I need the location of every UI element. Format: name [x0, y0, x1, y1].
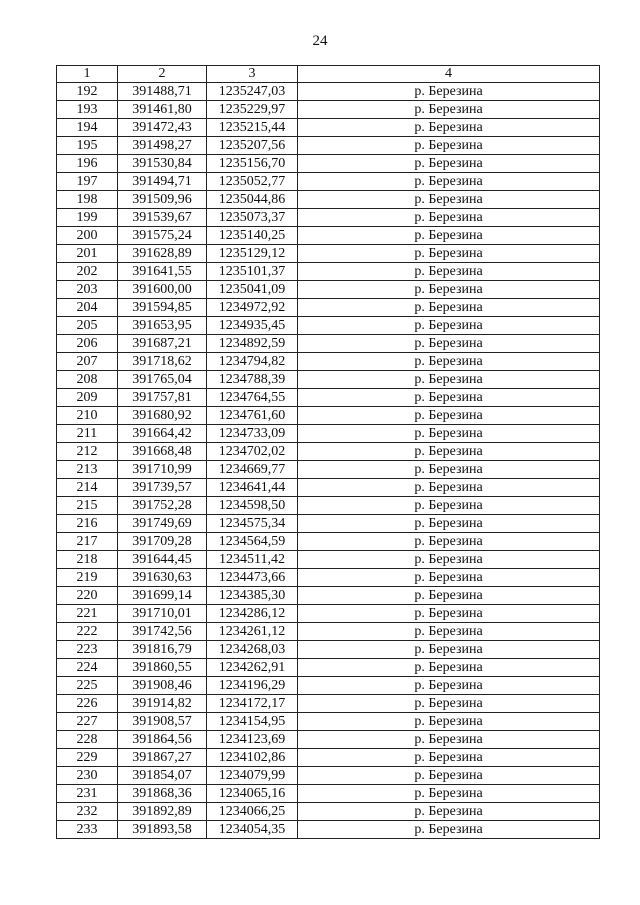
- cell-x-coordinate: 391664,42: [118, 425, 207, 443]
- cell-point-number: 202: [57, 263, 118, 281]
- table-row: [57, 623, 600, 641]
- cell-x-coordinate: 391718,62: [118, 353, 207, 371]
- cell-x-coordinate: 391644,45: [118, 551, 207, 569]
- cell-y-coordinate: 1234172,17: [207, 695, 298, 713]
- cell-y-coordinate: 1234286,12: [207, 605, 298, 623]
- cell-x-coordinate: 391628,89: [118, 245, 207, 263]
- column-header-y-coordinate: 3: [207, 66, 298, 83]
- cell-point-number: 192: [57, 83, 118, 101]
- cell-description: р. Березина: [298, 515, 600, 533]
- table-row: [57, 299, 600, 317]
- cell-point-number: 225: [57, 677, 118, 695]
- cell-description: р. Березина: [298, 731, 600, 749]
- coordinates-table: [56, 65, 600, 839]
- cell-description: р. Березина: [298, 605, 600, 623]
- cell-point-number: 232: [57, 803, 118, 821]
- cell-x-coordinate: 391816,79: [118, 641, 207, 659]
- table-row: [57, 497, 600, 515]
- cell-y-coordinate: 1234261,12: [207, 623, 298, 641]
- cell-y-coordinate: 1234268,03: [207, 641, 298, 659]
- cell-x-coordinate: 391710,01: [118, 605, 207, 623]
- cell-point-number: 217: [57, 533, 118, 551]
- cell-y-coordinate: 1234702,02: [207, 443, 298, 461]
- cell-y-coordinate: 1235215,44: [207, 119, 298, 137]
- cell-x-coordinate: 391739,57: [118, 479, 207, 497]
- cell-y-coordinate: 1234794,82: [207, 353, 298, 371]
- cell-description: р. Березина: [298, 443, 600, 461]
- cell-x-coordinate: 391864,56: [118, 731, 207, 749]
- cell-point-number: 214: [57, 479, 118, 497]
- table-row: [57, 821, 600, 839]
- cell-x-coordinate: 391742,56: [118, 623, 207, 641]
- table-row: [57, 263, 600, 281]
- table-row: [57, 605, 600, 623]
- table-row: [57, 749, 600, 767]
- cell-description: р. Березина: [298, 389, 600, 407]
- cell-description: р. Березина: [298, 299, 600, 317]
- cell-point-number: 223: [57, 641, 118, 659]
- table-row: [57, 443, 600, 461]
- cell-x-coordinate: 391752,28: [118, 497, 207, 515]
- cell-y-coordinate: 1235247,03: [207, 83, 298, 101]
- table-row: [57, 659, 600, 677]
- cell-point-number: 197: [57, 173, 118, 191]
- cell-description: р. Березина: [298, 551, 600, 569]
- cell-y-coordinate: 1235140,25: [207, 227, 298, 245]
- cell-description: р. Березина: [298, 767, 600, 785]
- cell-description: р. Березина: [298, 461, 600, 479]
- cell-point-number: 221: [57, 605, 118, 623]
- cell-description: р. Березина: [298, 371, 600, 389]
- table-row: [57, 425, 600, 443]
- cell-point-number: 213: [57, 461, 118, 479]
- cell-x-coordinate: 391575,24: [118, 227, 207, 245]
- cell-y-coordinate: 1234385,30: [207, 587, 298, 605]
- cell-y-coordinate: 1234066,25: [207, 803, 298, 821]
- cell-point-number: 212: [57, 443, 118, 461]
- cell-description: р. Березина: [298, 335, 600, 353]
- table-row: [57, 317, 600, 335]
- cell-x-coordinate: 391765,04: [118, 371, 207, 389]
- cell-y-coordinate: 1234972,92: [207, 299, 298, 317]
- cell-x-coordinate: 391892,89: [118, 803, 207, 821]
- cell-y-coordinate: 1234123,69: [207, 731, 298, 749]
- cell-y-coordinate: 1234196,29: [207, 677, 298, 695]
- cell-point-number: 218: [57, 551, 118, 569]
- cell-point-number: 211: [57, 425, 118, 443]
- cell-x-coordinate: 391641,55: [118, 263, 207, 281]
- table-row: [57, 407, 600, 425]
- cell-description: р. Березина: [298, 641, 600, 659]
- cell-description: р. Березина: [298, 407, 600, 425]
- cell-point-number: 224: [57, 659, 118, 677]
- table-row: [57, 173, 600, 191]
- cell-y-coordinate: 1234473,66: [207, 569, 298, 587]
- cell-description: р. Березина: [298, 137, 600, 155]
- cell-description: р. Березина: [298, 353, 600, 371]
- cell-point-number: 228: [57, 731, 118, 749]
- cell-description: р. Березина: [298, 533, 600, 551]
- cell-y-coordinate: 1234733,09: [207, 425, 298, 443]
- cell-y-coordinate: 1234079,99: [207, 767, 298, 785]
- cell-y-coordinate: 1234669,77: [207, 461, 298, 479]
- column-header-description: 4: [298, 66, 600, 83]
- cell-description: р. Березина: [298, 659, 600, 677]
- cell-x-coordinate: 391860,55: [118, 659, 207, 677]
- table-row: [57, 641, 600, 659]
- cell-point-number: 231: [57, 785, 118, 803]
- cell-y-coordinate: 1234575,34: [207, 515, 298, 533]
- table-row: [57, 245, 600, 263]
- cell-description: р. Березина: [298, 263, 600, 281]
- cell-y-coordinate: 1234788,39: [207, 371, 298, 389]
- table-body: [57, 83, 600, 839]
- table-row: [57, 569, 600, 587]
- cell-x-coordinate: 391749,69: [118, 515, 207, 533]
- cell-description: р. Березина: [298, 155, 600, 173]
- table-row: [57, 119, 600, 137]
- table-row: [57, 731, 600, 749]
- cell-point-number: 206: [57, 335, 118, 353]
- table-row: [57, 695, 600, 713]
- cell-description: р. Березина: [298, 821, 600, 839]
- cell-y-coordinate: 1235156,70: [207, 155, 298, 173]
- table-row: [57, 677, 600, 695]
- cell-x-coordinate: 391539,67: [118, 209, 207, 227]
- cell-x-coordinate: 391488,71: [118, 83, 207, 101]
- cell-x-coordinate: 391668,48: [118, 443, 207, 461]
- table-header-row: [57, 66, 600, 83]
- table-row: [57, 371, 600, 389]
- cell-description: р. Березина: [298, 119, 600, 137]
- table-row: [57, 281, 600, 299]
- cell-description: р. Березина: [298, 785, 600, 803]
- cell-x-coordinate: 391594,85: [118, 299, 207, 317]
- table-row: [57, 713, 600, 731]
- cell-description: р. Березина: [298, 479, 600, 497]
- table-row: [57, 137, 600, 155]
- cell-description: р. Березина: [298, 281, 600, 299]
- cell-point-number: 195: [57, 137, 118, 155]
- cell-x-coordinate: 391914,82: [118, 695, 207, 713]
- cell-y-coordinate: 1234892,59: [207, 335, 298, 353]
- cell-point-number: 226: [57, 695, 118, 713]
- cell-x-coordinate: 391461,80: [118, 101, 207, 119]
- cell-point-number: 198: [57, 191, 118, 209]
- cell-description: р. Березина: [298, 623, 600, 641]
- cell-y-coordinate: 1235129,12: [207, 245, 298, 263]
- table-row: [57, 479, 600, 497]
- table-row: [57, 335, 600, 353]
- cell-x-coordinate: 391530,84: [118, 155, 207, 173]
- column-header-point-number: 1: [57, 66, 118, 83]
- cell-point-number: 215: [57, 497, 118, 515]
- cell-y-coordinate: 1234761,60: [207, 407, 298, 425]
- cell-x-coordinate: 391893,58: [118, 821, 207, 839]
- cell-description: р. Березина: [298, 317, 600, 335]
- cell-x-coordinate: 391653,95: [118, 317, 207, 335]
- table-row: [57, 83, 600, 101]
- cell-x-coordinate: 391600,00: [118, 281, 207, 299]
- table-row: [57, 353, 600, 371]
- table-row: [57, 803, 600, 821]
- cell-point-number: 233: [57, 821, 118, 839]
- table-row: [57, 785, 600, 803]
- cell-x-coordinate: 391630,63: [118, 569, 207, 587]
- cell-description: р. Березина: [298, 569, 600, 587]
- cell-point-number: 194: [57, 119, 118, 137]
- cell-x-coordinate: 391699,14: [118, 587, 207, 605]
- table-row: [57, 551, 600, 569]
- cell-point-number: 205: [57, 317, 118, 335]
- table-row: [57, 533, 600, 551]
- cell-point-number: 199: [57, 209, 118, 227]
- cell-y-coordinate: 1234764,55: [207, 389, 298, 407]
- table-row: [57, 191, 600, 209]
- table-row: [57, 587, 600, 605]
- cell-point-number: 196: [57, 155, 118, 173]
- cell-y-coordinate: 1234102,86: [207, 749, 298, 767]
- cell-x-coordinate: 391867,27: [118, 749, 207, 767]
- cell-x-coordinate: 391908,46: [118, 677, 207, 695]
- page-number: 24: [312, 33, 328, 49]
- cell-description: р. Березина: [298, 803, 600, 821]
- cell-point-number: 227: [57, 713, 118, 731]
- cell-point-number: 230: [57, 767, 118, 785]
- cell-description: р. Березина: [298, 191, 600, 209]
- cell-x-coordinate: 391854,07: [118, 767, 207, 785]
- cell-x-coordinate: 391710,99: [118, 461, 207, 479]
- cell-y-coordinate: 1234262,91: [207, 659, 298, 677]
- cell-y-coordinate: 1235207,56: [207, 137, 298, 155]
- cell-description: р. Березина: [298, 677, 600, 695]
- cell-description: р. Березина: [298, 245, 600, 263]
- cell-point-number: 219: [57, 569, 118, 587]
- cell-y-coordinate: 1234154,95: [207, 713, 298, 731]
- cell-y-coordinate: 1234598,50: [207, 497, 298, 515]
- cell-point-number: 222: [57, 623, 118, 641]
- cell-description: р. Березина: [298, 227, 600, 245]
- cell-point-number: 210: [57, 407, 118, 425]
- cell-point-number: 216: [57, 515, 118, 533]
- cell-description: р. Березина: [298, 749, 600, 767]
- cell-x-coordinate: 391498,27: [118, 137, 207, 155]
- cell-point-number: 220: [57, 587, 118, 605]
- table-row: [57, 155, 600, 173]
- cell-description: р. Березина: [298, 209, 600, 227]
- cell-x-coordinate: 391757,81: [118, 389, 207, 407]
- cell-y-coordinate: 1235041,09: [207, 281, 298, 299]
- cell-point-number: 208: [57, 371, 118, 389]
- cell-y-coordinate: 1234641,44: [207, 479, 298, 497]
- cell-description: р. Березина: [298, 497, 600, 515]
- cell-x-coordinate: 391868,36: [118, 785, 207, 803]
- cell-point-number: 229: [57, 749, 118, 767]
- cell-point-number: 200: [57, 227, 118, 245]
- table-row: [57, 389, 600, 407]
- cell-x-coordinate: 391709,28: [118, 533, 207, 551]
- cell-description: р. Березина: [298, 587, 600, 605]
- cell-point-number: 193: [57, 101, 118, 119]
- cell-x-coordinate: 391908,57: [118, 713, 207, 731]
- table-row: [57, 515, 600, 533]
- table-row: [57, 461, 600, 479]
- cell-x-coordinate: 391687,21: [118, 335, 207, 353]
- cell-x-coordinate: 391494,71: [118, 173, 207, 191]
- cell-y-coordinate: 1234935,45: [207, 317, 298, 335]
- cell-y-coordinate: 1235044,86: [207, 191, 298, 209]
- cell-y-coordinate: 1235101,37: [207, 263, 298, 281]
- cell-y-coordinate: 1235052,77: [207, 173, 298, 191]
- table-row: [57, 101, 600, 119]
- cell-y-coordinate: 1234511,42: [207, 551, 298, 569]
- cell-description: р. Березина: [298, 173, 600, 191]
- table-row: [57, 227, 600, 245]
- table-row: [57, 767, 600, 785]
- table-row: [57, 209, 600, 227]
- cell-y-coordinate: 1235229,97: [207, 101, 298, 119]
- cell-y-coordinate: 1234054,35: [207, 821, 298, 839]
- cell-description: р. Березина: [298, 695, 600, 713]
- column-header-x-coordinate: 2: [118, 66, 207, 83]
- cell-y-coordinate: 1235073,37: [207, 209, 298, 227]
- cell-point-number: 203: [57, 281, 118, 299]
- cell-point-number: 209: [57, 389, 118, 407]
- cell-y-coordinate: 1234065,16: [207, 785, 298, 803]
- cell-point-number: 204: [57, 299, 118, 317]
- cell-description: р. Березина: [298, 713, 600, 731]
- cell-description: р. Березина: [298, 101, 600, 119]
- cell-description: р. Березина: [298, 83, 600, 101]
- cell-x-coordinate: 391509,96: [118, 191, 207, 209]
- cell-x-coordinate: 391680,92: [118, 407, 207, 425]
- cell-point-number: 207: [57, 353, 118, 371]
- cell-description: р. Березина: [298, 425, 600, 443]
- cell-y-coordinate: 1234564,59: [207, 533, 298, 551]
- cell-point-number: 201: [57, 245, 118, 263]
- cell-x-coordinate: 391472,43: [118, 119, 207, 137]
